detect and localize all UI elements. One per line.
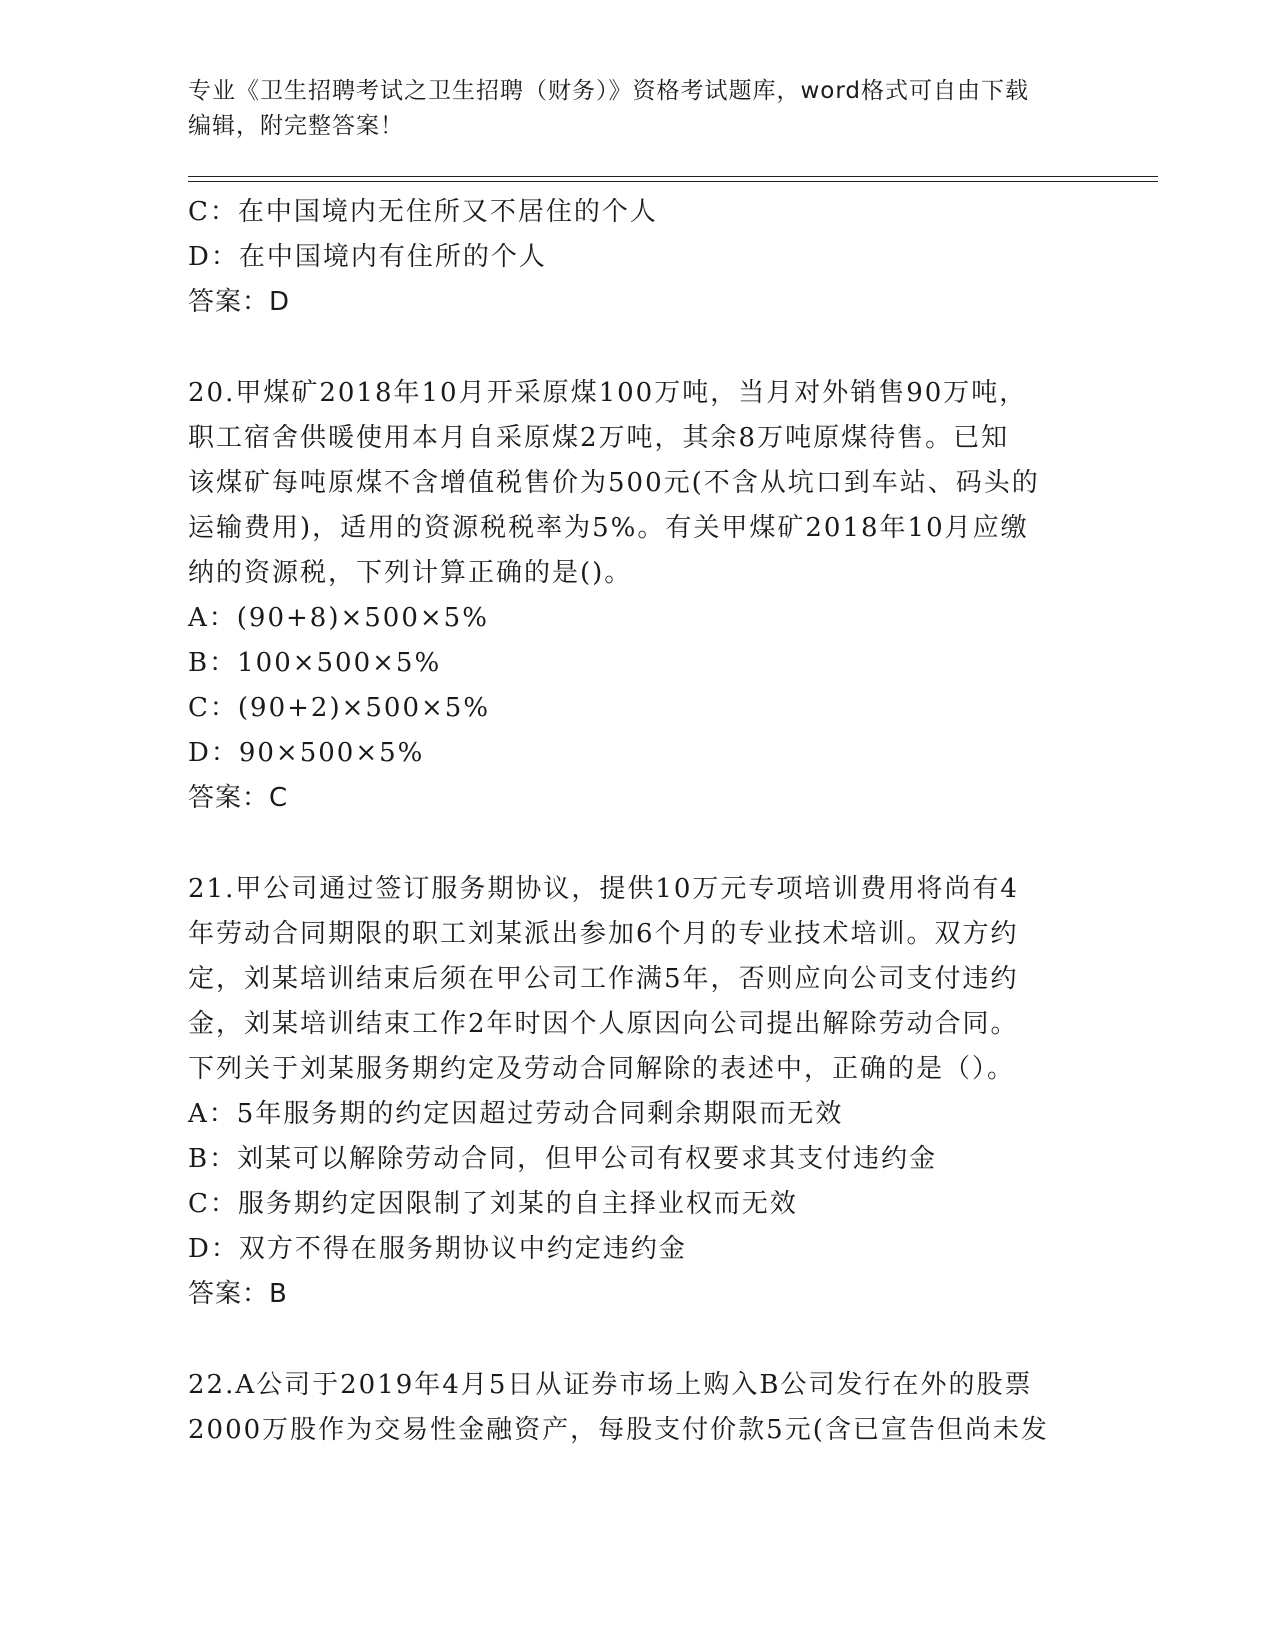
question-21: [188, 867, 1158, 1317]
answer: 答案：D: [188, 287, 291, 317]
header-divider: [188, 181, 1158, 182]
question-stem-line: 该煤矿每吨原煤不含增值税售价为500元(不含从坑口到车站、码头的: [188, 468, 1040, 498]
question-stem-line: 22.A公司于2019年4月5日从证券市场上购入B公司发行在外的股票: [188, 1370, 1033, 1400]
header-line: 专业《卫生招聘考试之卫生招聘（财务）》资格考试题库，word格式可自由下载: [188, 78, 1030, 104]
question-stem-line: 定，刘某培训结束后须在甲公司工作满5年，否则应向公司支付违约: [188, 964, 1019, 994]
document-header: [188, 74, 1088, 144]
document-body: [188, 190, 1158, 1453]
header-divider: [188, 176, 1158, 177]
header-line: 编辑，附完整答案！: [188, 113, 404, 139]
option-b: B：刘某可以解除劳动合同，但甲公司有权要求其支付违约金: [188, 1144, 938, 1174]
option-a: A：5年服务期的约定因超过劳动合同剩余期限而无效: [188, 1099, 844, 1129]
question-20: [188, 371, 1158, 821]
question-stem-line: 21.甲公司通过签订服务期协议，提供10万元专项培训费用将尚有4: [188, 874, 1019, 904]
option-a: A：(90+8)×500×5%: [188, 603, 489, 633]
answer: 答案：B: [188, 1279, 288, 1309]
question-stem-line: 20.甲煤矿2018年10月开采原煤100万吨，当月对外销售90万吨，: [188, 378, 1028, 408]
question-22: [188, 1363, 1158, 1453]
question-stem-line: 运输费用)，适用的资源税税率为5%。有关甲煤矿2018年10月应缴: [188, 513, 1029, 543]
question-stem-line: 下列关于刘某服务期约定及劳动合同解除的表述中，正确的是（）。: [188, 1054, 1016, 1084]
option-d: D：在中国境内有住所的个人: [188, 242, 547, 272]
option-d: D：双方不得在服务期协议中约定违约金: [188, 1234, 687, 1264]
option-c: C：(90+2)×500×5%: [188, 693, 491, 723]
option-c: C：在中国境内无住所又不居住的个人: [188, 197, 658, 227]
option-b: B：100×500×5%: [188, 648, 442, 678]
question-stem-line: 金，刘某培训结束工作2年时因个人原因向公司提出解除劳动合同。: [188, 1009, 1019, 1039]
option-d: D：90×500×5%: [188, 738, 425, 768]
option-c: C：服务期约定因限制了刘某的自主择业权而无效: [188, 1189, 798, 1219]
question-stem-line: 2000万股作为交易性金融资产，每股支付价款5元(含已宣告但尚未发: [188, 1415, 1049, 1445]
question-19-tail: [188, 190, 1158, 325]
question-stem-line: 年劳动合同期限的职工刘某派出参加6个月的专业技术培训。双方约: [188, 919, 1019, 949]
question-stem-line: 纳的资源税，下列计算正确的是()。: [188, 558, 633, 588]
question-stem-line: 职工宿舍供暖使用本月自采原煤2万吨，其余8万吨原煤待售。已知: [188, 423, 1010, 453]
answer: 答案：C: [188, 783, 289, 813]
